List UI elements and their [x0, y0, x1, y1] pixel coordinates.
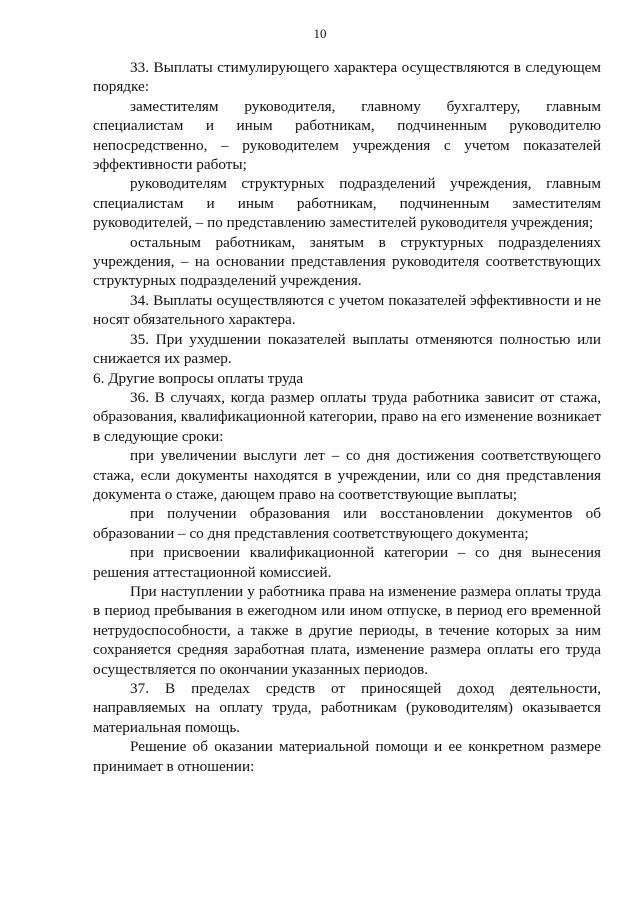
paragraph-37: 37. В пределах средств от приносящей доход деятельности, направляемых на оплату труда, работникам (руководителям) оказывается материальная помощь. [93, 680, 601, 736]
paragraph-36-item-2: при получении образования или восстановлении документов об образовании – со дня представления соответствующего документа; [93, 505, 601, 542]
paragraph-37-decision: Решение об оказании материальной помощи и ее конкретном размере принимает в отношении: [93, 738, 601, 775]
page-number: 10 [313, 26, 327, 41]
paragraph-36: 36. В случаях, когда размер оплаты труда работника зависит от стажа, образования, квалификационной категории, право на его изменение возникает в следующие сроки: [93, 388, 601, 445]
paragraph-33-item-1: заместителям руководителя, главному бухгалтеру, главным специалистам и иным работникам, подчиненным руководителю непосредственно, – руководителем учреждения с учетом показателей эффективности работы; [93, 97, 601, 174]
paragraph-33-item-2: руководителям структурных подразделений учреждения, главным специалистам и иным работникам, подчиненным заместителям руководителей, – по представлению заместителей руководителя учреждения; [93, 175, 601, 232]
paragraph-36-item-1: при увеличении выслуги лет – со дня достижения соответствующего стажа, если документы находятся в учреждении, или со дня представления документа о стаже, дающем право на соответствующие выплаты; [93, 447, 601, 503]
paragraph-35: 35. При ухудшении показателей выплаты отменяются полностью или снижается их размер. [93, 330, 601, 368]
paragraph-36-note: При наступлении у работника права на изменение размера оплаты труда в период пребывания в ежегодном или ином отпуске, в период его временной нетрудоспособности, а также в другие периоды, в течение которых за ним сохраняется средняя заработная плата, изменение размера оплаты его труда осуществляется по окончании указанных периодов. [93, 582, 601, 678]
paragraph-33: 33. Выплаты стимулирующего характера осуществляются в следующем порядке: [93, 59, 601, 96]
section-heading: 6. Другие вопросы оплаты труда [93, 369, 304, 387]
document-body [93, 58, 601, 776]
paragraph-34: 34. Выплаты осуществляются с учетом показателей эффективности и не носят обязательного характера. [93, 291, 601, 329]
paragraph-36-item-3: при присвоении квалификационной категории – со дня вынесения решения аттестационной комиссией. [93, 544, 601, 581]
paragraph-33-item-3: остальным работникам, занятым в структурных подразделениях учреждения, – на основании представления руководителя соответствующих структурных подразделений учреждения. [93, 233, 601, 290]
